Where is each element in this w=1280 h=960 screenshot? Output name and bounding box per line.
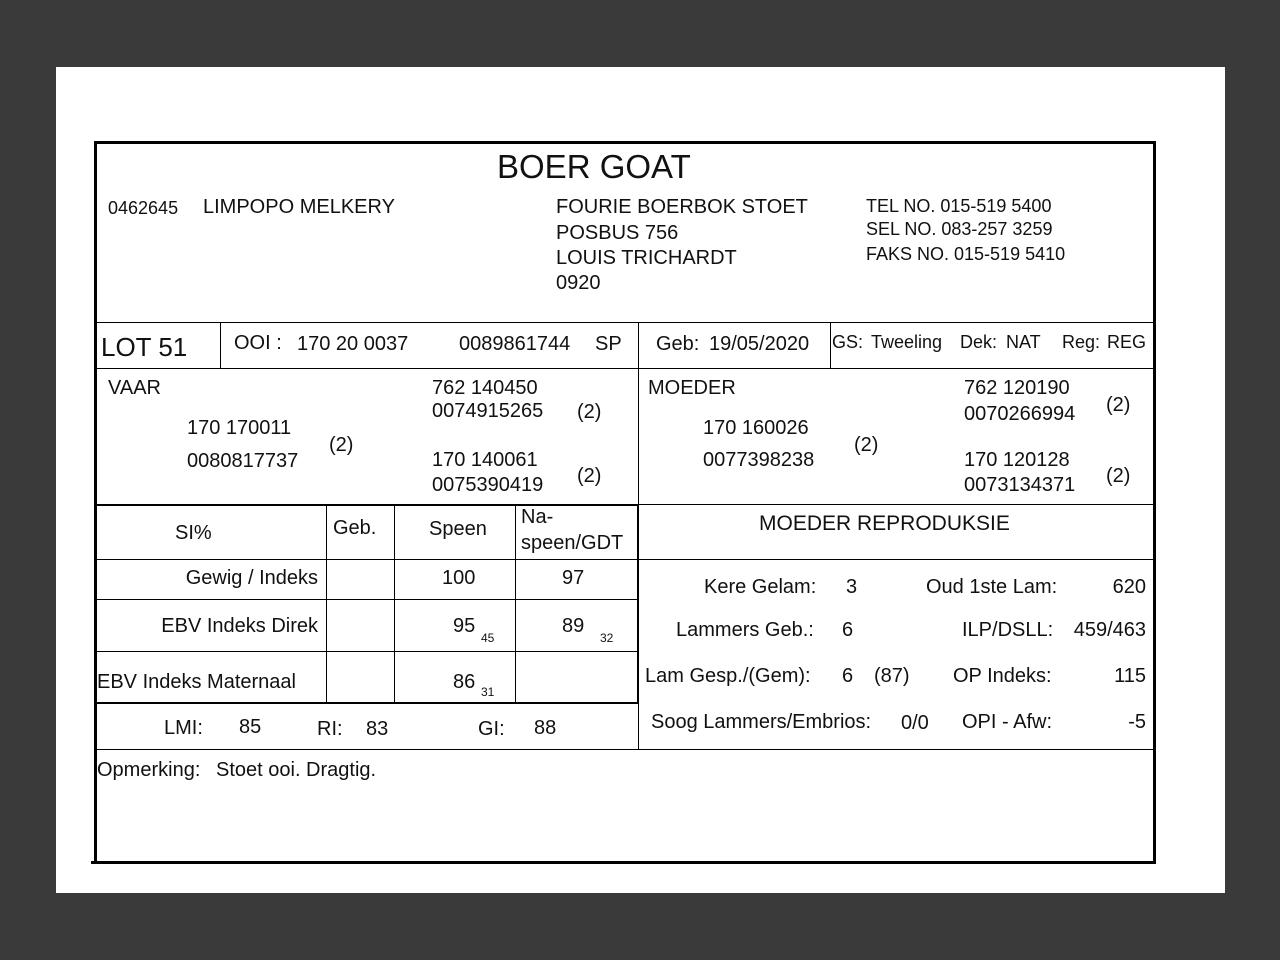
rule-si-row2-bottom	[97, 651, 639, 652]
birth-date: 19/05/2020	[709, 333, 810, 355]
rule-si-table-top	[97, 504, 639, 506]
si-row-label: Gewig / Indeks	[185, 567, 318, 589]
rule-lot-bottom	[97, 368, 1153, 369]
rule-header-bottom	[97, 322, 1153, 323]
remark-label: Opmerking:	[97, 759, 201, 781]
vaar-label: VAAR	[108, 377, 161, 399]
ilp-dsll-label: ILP/DSLL:	[962, 619, 1054, 641]
si-row-naspeen: 97	[562, 567, 585, 589]
dek-label: Dek:	[960, 332, 998, 352]
owner-name: LIMPOPO MELKERY	[203, 196, 395, 218]
breeder-address-1: POSBUS 756	[556, 222, 679, 244]
si-row-naspeen: 89	[562, 615, 585, 637]
moeder-sire-count: (2)	[1106, 394, 1131, 416]
rule-pedigree-bottom-right	[639, 504, 1153, 505]
vaar-dam-id: 170 140061	[432, 449, 538, 471]
ooi-code: SP	[595, 333, 622, 355]
moeder-dam-count: (2)	[1106, 465, 1131, 487]
si-row-speen-accuracy: 45	[481, 631, 495, 645]
lam-gesp-gem-value: (87)	[874, 665, 910, 687]
card-border-top	[94, 141, 1156, 144]
lmi-label: LMI:	[164, 717, 203, 739]
moeder-sire-id: 762 120190	[964, 377, 1070, 399]
rule-si-col-naspeen	[515, 506, 516, 702]
dek-value: NAT	[1006, 332, 1041, 352]
card-title: BOER GOAT	[497, 148, 691, 185]
geb-header: Geb.	[333, 517, 377, 539]
breeder-name: FOURIE BOERBOK STOET	[556, 196, 808, 218]
reg-value: REG	[1107, 332, 1147, 352]
gi-label: GI:	[478, 718, 505, 740]
moeder-dam-id: 170 120128	[964, 449, 1070, 471]
gs-value: Tweeling	[871, 332, 943, 352]
birth-label: Geb:	[656, 333, 700, 355]
rule-gs-divider	[830, 323, 831, 368]
kere-gelam-label: Kere Gelam:	[704, 576, 817, 598]
breeder-postcode: 0920	[556, 272, 601, 294]
oud-1ste-lam-value: 620	[1112, 576, 1146, 598]
si-row-label: EBV Indeks Maternaal	[97, 671, 296, 693]
vaar-sire-id: 762 140450	[432, 377, 538, 399]
rule-indices-bottom	[97, 749, 1153, 750]
ooi-number: 0089861744	[459, 333, 571, 355]
si-row-speen: 95	[453, 615, 476, 637]
lam-gesp-label: Lam Gesp./(Gem):	[645, 665, 811, 687]
lammers-geb-value: 6	[842, 619, 854, 641]
lammers-geb-label: Lammers Geb.:	[676, 619, 814, 641]
vaar-count: (2)	[329, 434, 354, 456]
reproduction-title: MOEDER REPRODUKSIE	[759, 512, 1010, 535]
ooi-label: OOI :	[234, 332, 282, 354]
lam-gesp-value: 6	[842, 665, 854, 687]
kere-gelam-value: 3	[846, 576, 858, 598]
contact-tel: TEL NO. 015-519 5400	[866, 196, 1052, 216]
card-border-bottom	[91, 861, 1156, 864]
moeder-id: 170 160026	[703, 417, 809, 439]
vaar-id: 170 170011	[187, 417, 292, 439]
rule-si-row1-bottom	[97, 599, 639, 600]
soog-lammers-value: 0/0	[901, 712, 929, 734]
rule-si-col-geb	[326, 506, 327, 702]
op-indeks-value: 115	[1114, 665, 1146, 687]
card-border-right	[1153, 141, 1156, 863]
ri-value: 83	[366, 718, 389, 740]
oud-1ste-lam-label: Oud 1ste Lam:	[926, 576, 1058, 598]
opi-afw-label: OPI - Afw:	[962, 711, 1053, 733]
rule-si-table-bottom	[97, 702, 639, 704]
owner-number: 0462645	[108, 198, 179, 218]
vaar-sire-number: 0074915265	[432, 400, 544, 422]
si-row-naspeen-accuracy: 32	[600, 631, 614, 645]
si-row-speen-accuracy: 31	[481, 685, 495, 699]
moeder-number: 0077398238	[703, 449, 815, 471]
remark-text: Stoet ooi. Dragtig.	[216, 759, 377, 781]
si-row-speen: 86	[453, 671, 476, 693]
vaar-dam-count: (2)	[577, 465, 602, 487]
speen-header: Speen	[429, 518, 487, 540]
opi-afw-value: -5	[1128, 711, 1146, 733]
soog-lammers-label: Soog Lammers/Embrios:	[651, 711, 872, 733]
rule-si-header-bottom	[97, 559, 1153, 560]
si-header: SI%	[175, 522, 212, 544]
gi-value: 88	[534, 717, 557, 739]
op-indeks-label: OP Indeks:	[953, 665, 1052, 687]
ooi-id: 170 20 0037	[297, 333, 409, 355]
lot-number: LOT 51	[101, 332, 188, 362]
ilp-dsll-value: 459/463	[1073, 619, 1146, 641]
si-row-label: EBV Indeks Direk	[161, 615, 318, 637]
rule-si-table-right	[637, 504, 639, 704]
vaar-dam-number: 0075390419	[432, 474, 544, 496]
vaar-number: 0080817737	[187, 450, 299, 472]
gs-label: GS:	[832, 332, 864, 352]
contact-sel: SEL NO. 083-257 3259	[866, 219, 1053, 239]
moeder-count: (2)	[854, 434, 879, 456]
moeder-dam-number: 0073134371	[964, 474, 1076, 496]
moeder-sire-number: 0070266994	[964, 403, 1076, 425]
reg-label: Reg:	[1062, 332, 1101, 352]
rule-lot-divider	[220, 323, 221, 368]
contact-faks: FAKS NO. 015-519 5410	[866, 244, 1066, 264]
moeder-label: MOEDER	[648, 377, 736, 399]
ri-label: RI:	[317, 718, 343, 740]
naspeen-header-line-2: speen/GDT	[521, 532, 624, 554]
breeder-address-2: LOUIS TRICHARDT	[556, 247, 737, 269]
naspeen-header-line-1: Na-	[521, 506, 554, 528]
vaar-sire-count: (2)	[577, 401, 602, 423]
si-row-speen: 100	[442, 567, 476, 589]
rule-si-col-speen	[394, 506, 395, 702]
card-border-left	[94, 141, 97, 863]
lmi-value: 85	[239, 716, 262, 738]
